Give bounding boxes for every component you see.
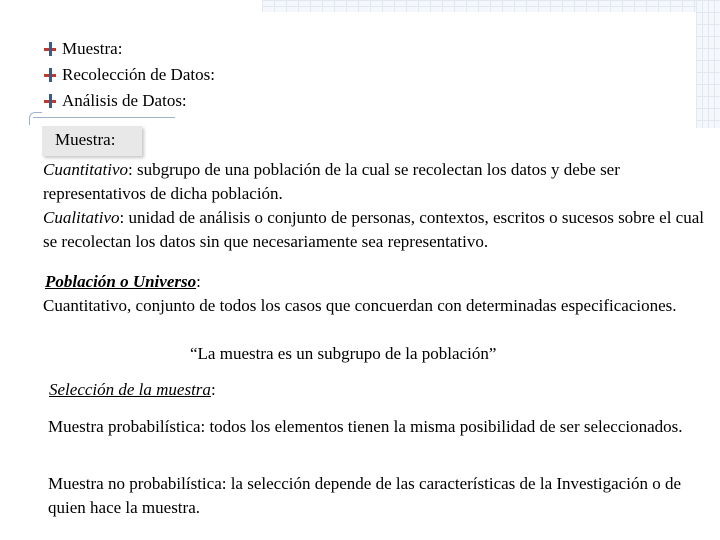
bullet-icon: [44, 42, 56, 56]
bullet-icon: [44, 94, 56, 108]
seleccion-heading-colon: :: [210, 380, 216, 399]
seleccion-heading: [49, 378, 216, 402]
cuantitativo-text: : subgrupo de una población de la cual se recolectan los datos y debe ser representativos de dicha población.: [43, 160, 620, 203]
decorative-grid-right: [696, 0, 720, 128]
muestra-heading: Muestra:: [55, 130, 116, 149]
decorative-grid-top: [262, 0, 720, 12]
cualitativo-term: Cualitativo: [43, 208, 120, 227]
cuantitativo-term: Cuantitativo: [43, 160, 128, 179]
divider-line: [33, 117, 175, 118]
bullet-label: Muestra:: [62, 39, 123, 58]
bullet-item: [44, 88, 215, 114]
no-probabilistica-paragraph: Muestra no probabilística: la selección depende de las características de la Investigación o de quien hace la muestra.: [48, 474, 681, 517]
bullet-item: [44, 62, 215, 88]
bullet-icon: [44, 68, 56, 82]
bullet-item: [44, 36, 215, 62]
corner-decoration: [29, 112, 42, 125]
cualitativo-paragraph: [43, 206, 719, 254]
bullet-list: [44, 36, 215, 114]
poblacion-quote: “La muestra es un subgrupo de la población”: [190, 344, 497, 363]
probabilistica-paragraph: Muestra probabilística: todos los elementos tienen la misma posibilidad de ser seleccionados.: [48, 417, 683, 436]
poblacion-heading-colon: :: [196, 272, 201, 291]
poblacion-heading-text: Población o Universo: [45, 272, 197, 291]
cuantitativo-paragraph: [43, 158, 719, 206]
poblacion-heading: [45, 270, 201, 294]
poblacion-paragraph: Cuantitativo, conjunto de todos los casos que concuerdan con determinadas especificaciones.: [43, 296, 677, 315]
cualitativo-text: : unidad de análisis o conjunto de personas, contextos, escritos o sucesos sobre el cual se recolectan los datos sin que necesariamente sea representativo.: [43, 208, 704, 251]
bullet-label: Recolección de Datos:: [62, 65, 215, 84]
bullet-label: Análisis de Datos:: [62, 91, 187, 110]
seleccion-heading-text: Selección de la muestra: [49, 380, 211, 399]
